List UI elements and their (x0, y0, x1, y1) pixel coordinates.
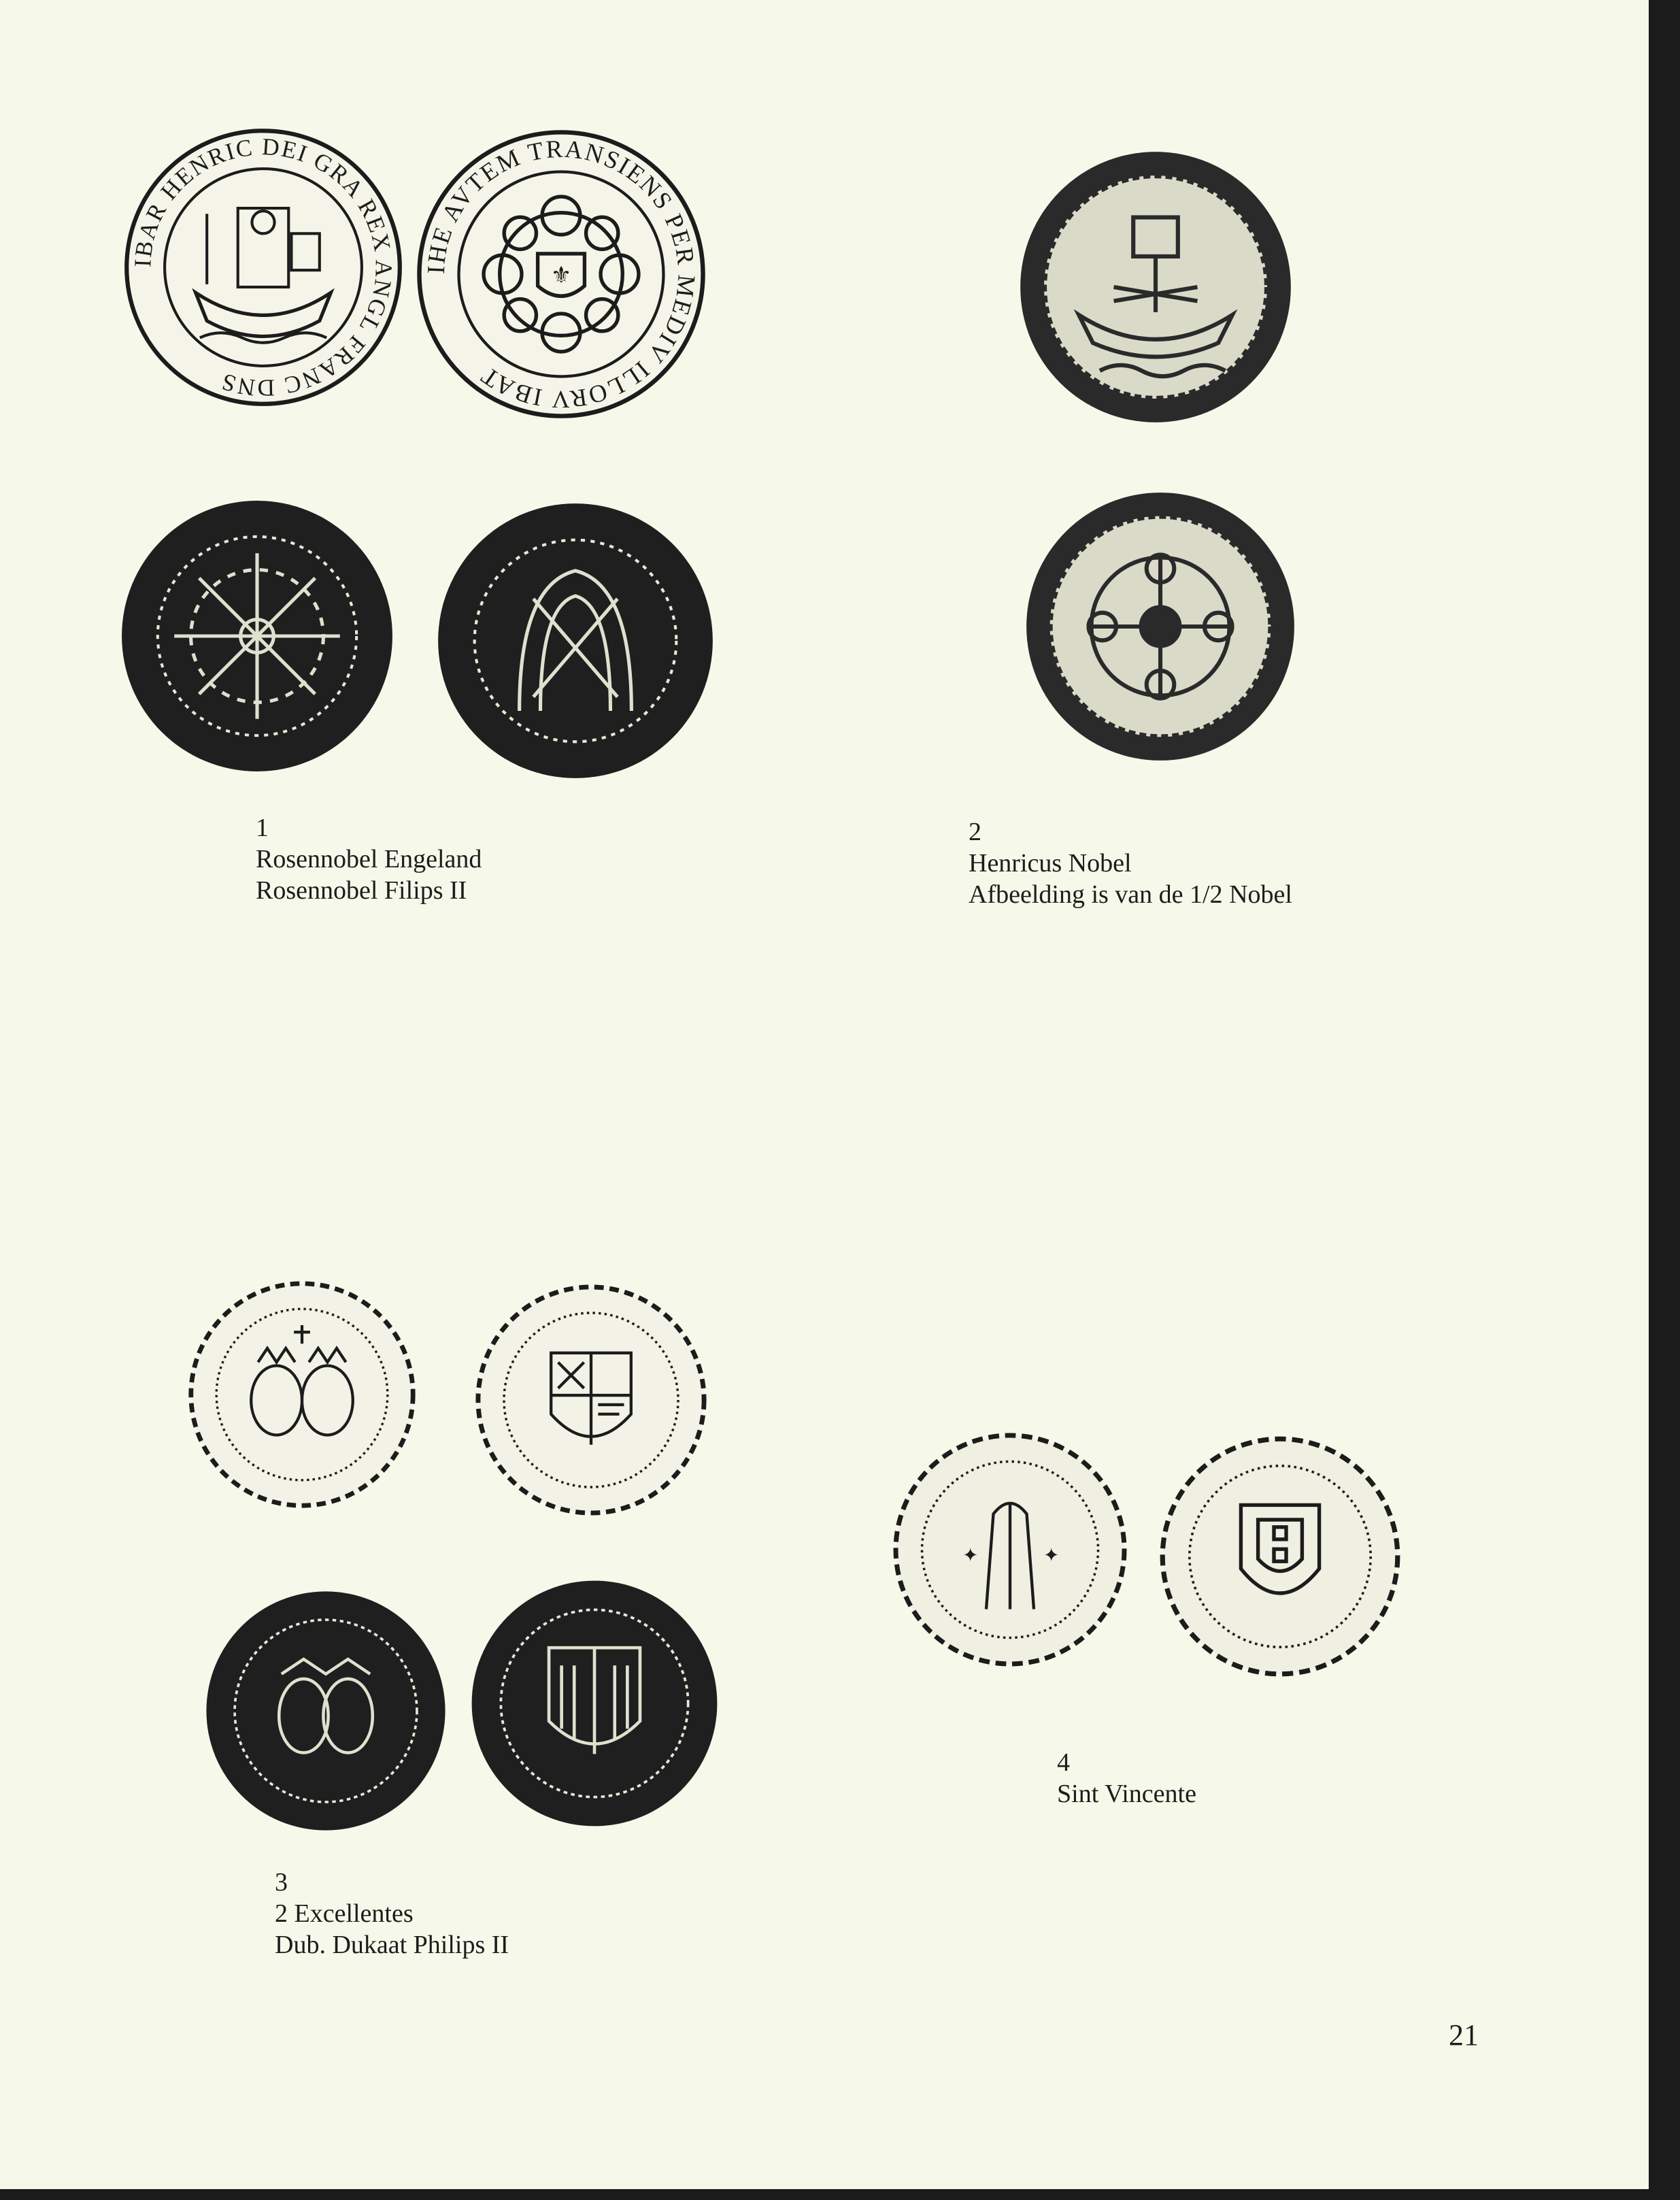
coin-legend-text: IBAR HENRIC DEI GRA REX ANGL FRANC DNS (129, 133, 397, 401)
coin-rosennobel-filips-reverse (433, 501, 718, 781)
page-number: 21 (1449, 2018, 1479, 2052)
coin-legend-text: IHE AVTEM TRANSIENS PER MEDIV ILLORV IBAT (421, 134, 701, 414)
coin-excellentes-reverse (473, 1282, 709, 1518)
caption-line: Dub. Dukaat Philips II (275, 1931, 509, 1959)
coin-sint-vincente-obverse (891, 1427, 1129, 1672)
scan-edge-right (1649, 0, 1680, 2200)
caption-figure-3 (275, 1867, 509, 1961)
caption-number: 4 (1057, 1748, 1070, 1777)
coin-dukaat-philips-reverse (467, 1577, 722, 1830)
svg-text:⚜: ⚜ (550, 262, 572, 288)
caption-number: 2 (969, 818, 981, 846)
scan-edge-bottom (0, 2189, 1680, 2200)
coin-henricus-nobel-reverse (1022, 488, 1299, 765)
svg-text:✦: ✦ (1043, 1545, 1060, 1567)
caption-line: 2 Excellentes (275, 1899, 414, 1928)
caption-figure-2 (969, 816, 1292, 910)
coin-excellentes-obverse (184, 1279, 420, 1510)
coin-rosennobel-engeland-obverse (122, 127, 404, 408)
coin-rosennobel-engeland-reverse (415, 128, 707, 420)
caption-number: 3 (275, 1868, 288, 1897)
caption-number: 1 (256, 814, 269, 842)
coin-rosennobel-filips-obverse (113, 498, 401, 774)
caption-line: Sint Vincente (1057, 1780, 1196, 1808)
caption-figure-4 (1057, 1747, 1196, 1810)
coin-dukaat-philips-obverse (201, 1588, 450, 1834)
caption-line: Rosennobel Filips II (256, 876, 467, 905)
coin-henricus-nobel-obverse (1016, 144, 1295, 430)
caption-figure-1 (256, 812, 482, 906)
caption-line: Henricus Nobel (969, 849, 1132, 878)
coin-sint-vincente-reverse (1156, 1434, 1404, 1679)
caption-line: Rosennobel Engeland (256, 845, 482, 873)
caption-line: Afbeelding is van de 1/2 Nobel (969, 880, 1292, 909)
svg-text:✦: ✦ (962, 1545, 979, 1567)
